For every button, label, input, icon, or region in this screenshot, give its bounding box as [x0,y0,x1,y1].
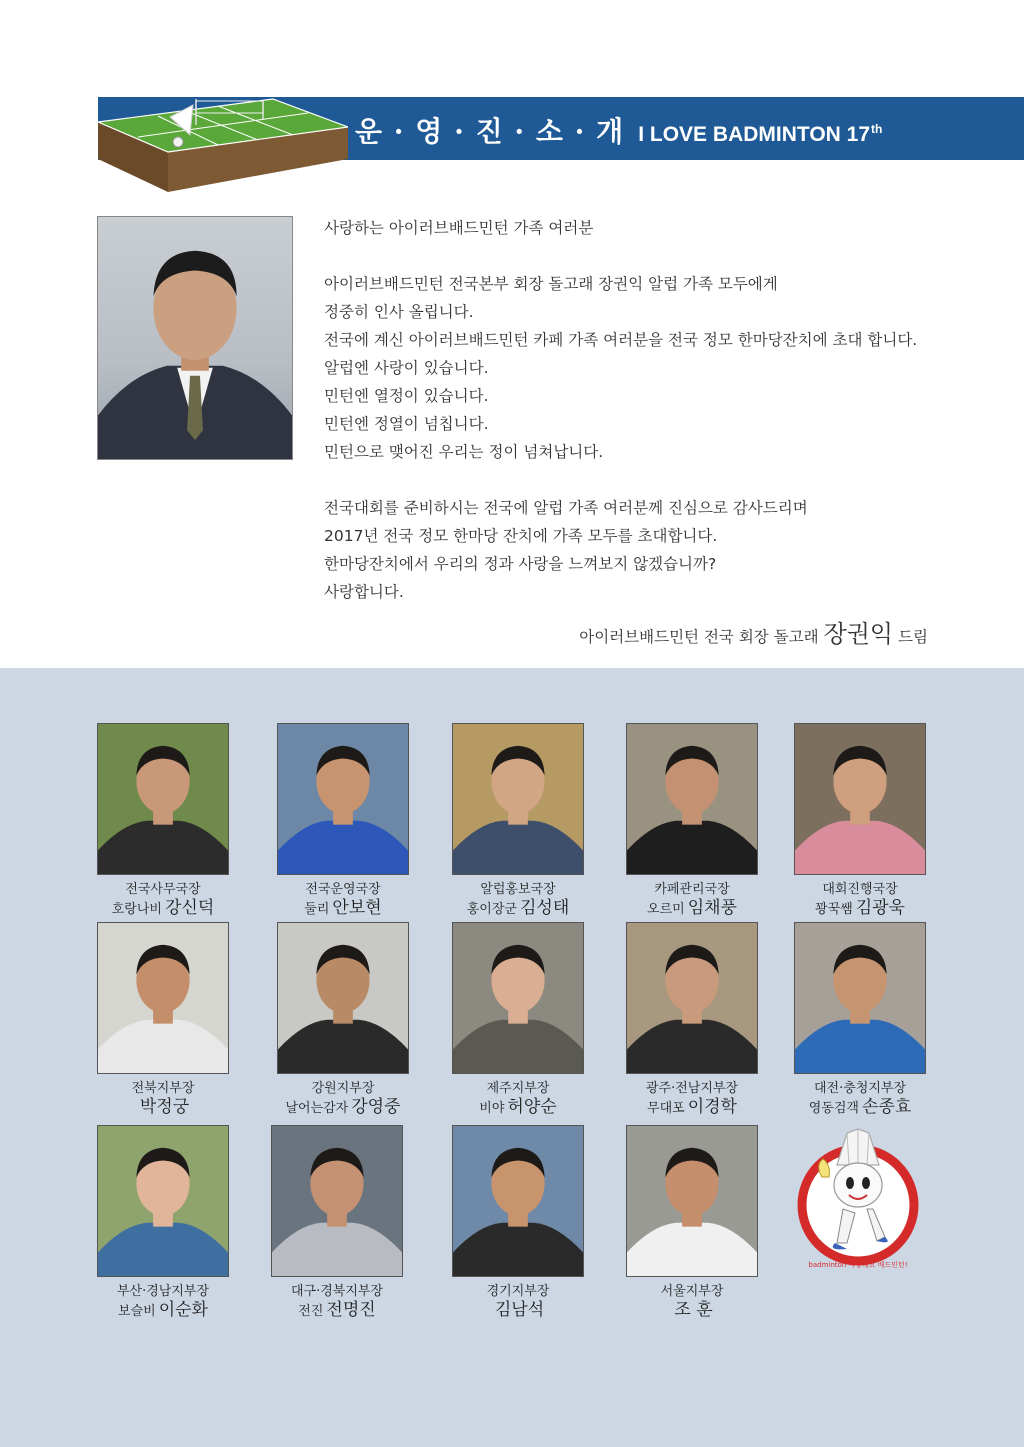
mascot-logo [797,1125,919,1275]
letter-line: 사랑하는 아이러브배드민턴 가족 여러분 [324,219,594,237]
staff-nickname: 보슬비 [118,1304,156,1319]
staff-role: 대회진행국장 [822,882,898,897]
signature-name: 장권익 [823,620,894,648]
staff-photo [794,922,926,1074]
staff-name: 허양순 [507,1097,557,1117]
staff-photo [626,922,758,1074]
staff-name: 김광욱 [855,898,905,918]
staff-name: 이순화 [158,1300,208,1320]
staff-role: 제주지부장 [486,1081,550,1096]
staff-member [97,1125,229,1322]
staff-portrait [627,724,757,874]
staff-portrait [795,724,925,874]
staff-portrait [98,724,228,874]
staff-member [626,723,758,920]
letter-line: 사랑합니다. [324,583,404,601]
staff-role: 서울지부장 [660,1284,724,1299]
staff-name-line [452,1300,584,1322]
staff-name: 박정궁 [139,1097,190,1117]
signature-suffix: 드림 [893,628,928,646]
staff-photo [626,723,758,875]
staff-name: 김성태 [519,898,570,918]
staff-name-line [452,1097,584,1119]
staff-portrait [272,1126,402,1276]
staff-photo [452,723,584,875]
staff-name-line [452,898,584,920]
greeting-letter [324,214,964,606]
staff-name: 김남석 [494,1300,545,1320]
staff-member [452,922,584,1119]
staff-nickname: 호랑나비 [111,902,162,917]
letter-line: 아이러브배드민턴 전국본부 회장 돌고래 장권익 알럽 가족 모두에게 [324,275,778,293]
staff-photo [626,1125,758,1277]
letter-line: 알럽엔 사랑이 있습니다. [324,359,489,377]
staff-name: 조 훈 [674,1300,713,1320]
staff-photo [97,1125,229,1277]
staff-nickname: 홍이장군 [466,902,517,917]
staff-role: 대전·충청지부장 [813,1081,907,1096]
staff-role: 카페관리국장 [654,882,730,897]
staff-role: 전국운영국장 [305,882,381,897]
staff-role: 부산·경남지부장 [116,1284,210,1299]
staff-portrait [278,724,408,874]
staff-member [794,922,926,1119]
staff-role: 전북지부장 [131,1081,195,1096]
badminton-court-icon [98,97,348,197]
staff-name: 강영중 [351,1097,401,1117]
staff-portrait [98,923,228,1073]
staff-name: 손종효 [861,1097,912,1117]
page-title [355,110,882,150]
staff-name: 안보현 [332,898,382,918]
title-korean: 운 · 영 · 진 · 소 · 개 [355,115,625,148]
staff-nickname: 날어는감자 [285,1101,349,1116]
title-english [638,122,882,147]
staff-name-line [626,1097,758,1119]
staff-member [277,723,409,920]
staff-portrait [627,1126,757,1276]
staff-role: 광주·전남지부장 [645,1081,739,1096]
letter-line: 민턴으로 맺어진 우리는 정이 넘쳐납니다. [324,443,604,461]
staff-name-line [794,1097,926,1119]
staff-name-line [794,898,926,920]
staff-photo [452,1125,584,1277]
staff-name: 이경학 [687,1097,737,1117]
president-portrait [98,217,292,459]
title-english-text: I LOVE BADMINTON 17 [638,123,871,146]
letter-line: 민턴엔 정열이 넘칩니다. [324,415,489,433]
staff-portrait [453,1126,583,1276]
staff-photo [271,1125,403,1277]
staff-portrait [627,923,757,1073]
signature [579,614,928,649]
staff-member [97,922,229,1119]
staff-member [626,922,758,1119]
staff-member [452,723,584,920]
staff-photo [277,723,409,875]
staff-nickname: 둘리 [304,902,330,917]
letter-line: 정중히 인사 올립니다. [324,303,474,321]
staff-nickname: 오르미 [647,902,685,917]
staff-nickname: 영동검객 [808,1101,859,1116]
staff-name: 전명진 [326,1300,376,1320]
staff-photo [794,723,926,875]
staff-name-line [97,898,229,920]
staff-role: 알럽홍보국장 [480,882,556,897]
signature-prefix: 아이러브배드민턴 전국 회장 돌고래 [579,628,824,646]
staff-portrait [453,923,583,1073]
staff-member [97,723,229,920]
staff-name-line [626,1300,758,1322]
staff-name-line [97,1097,229,1119]
letter-line: 한마당잔치에서 우리의 정과 사랑을 느껴보지 않겠습니까? [324,555,717,573]
staff-name: 임채풍 [687,898,737,918]
letter-line: 전국에 계신 아이러브배드민턴 카페 가족 여러분을 전국 정모 한마당잔치에 초대 합니다. [324,331,918,349]
staff-name-line [277,1097,409,1119]
title-superscript: th [871,122,883,136]
staff-member [452,1125,584,1322]
staff-role: 강원지부장 [311,1081,375,1096]
staff-photo [97,723,229,875]
staff-member [794,723,926,920]
letter-line: 2017년 전국 정모 한마당 잔치에 가족 모두를 초대합니다. [324,527,718,545]
staff-name-line [97,1300,229,1322]
staff-name-line [277,898,409,920]
staff-name-line [626,898,758,920]
staff-portrait [98,1126,228,1276]
staff-name: 강신덕 [164,898,215,918]
staff-nickname: 전진 [298,1304,324,1319]
mascot-ring-text: badminton 사랑해요 배드민턴! [808,1261,908,1269]
president-photo [97,216,293,460]
staff-photo [97,922,229,1074]
staff-member [271,1125,403,1322]
staff-portrait [453,724,583,874]
staff-name-line [271,1300,403,1322]
staff-photo [452,922,584,1074]
staff-nickname: 비야 [479,1101,505,1116]
staff-photo [277,922,409,1074]
staff-member [277,922,409,1119]
letter-line: 민턴엔 열정이 있습니다. [324,387,489,405]
staff-role: 전국사무국장 [125,882,201,897]
staff-nickname: 꽝꾹쌤 [815,902,853,917]
staff-role: 경기지부장 [486,1284,550,1299]
letter-line: 전국대회를 준비하시는 전국에 알럽 가족 여러분께 진심으로 감사드리며 [324,499,808,517]
staff-member [626,1125,758,1322]
staff-role: 대구·경북지부장 [290,1284,384,1299]
staff-portrait [278,923,408,1073]
staff-portrait [795,923,925,1073]
staff-nickname: 무대포 [647,1101,685,1116]
